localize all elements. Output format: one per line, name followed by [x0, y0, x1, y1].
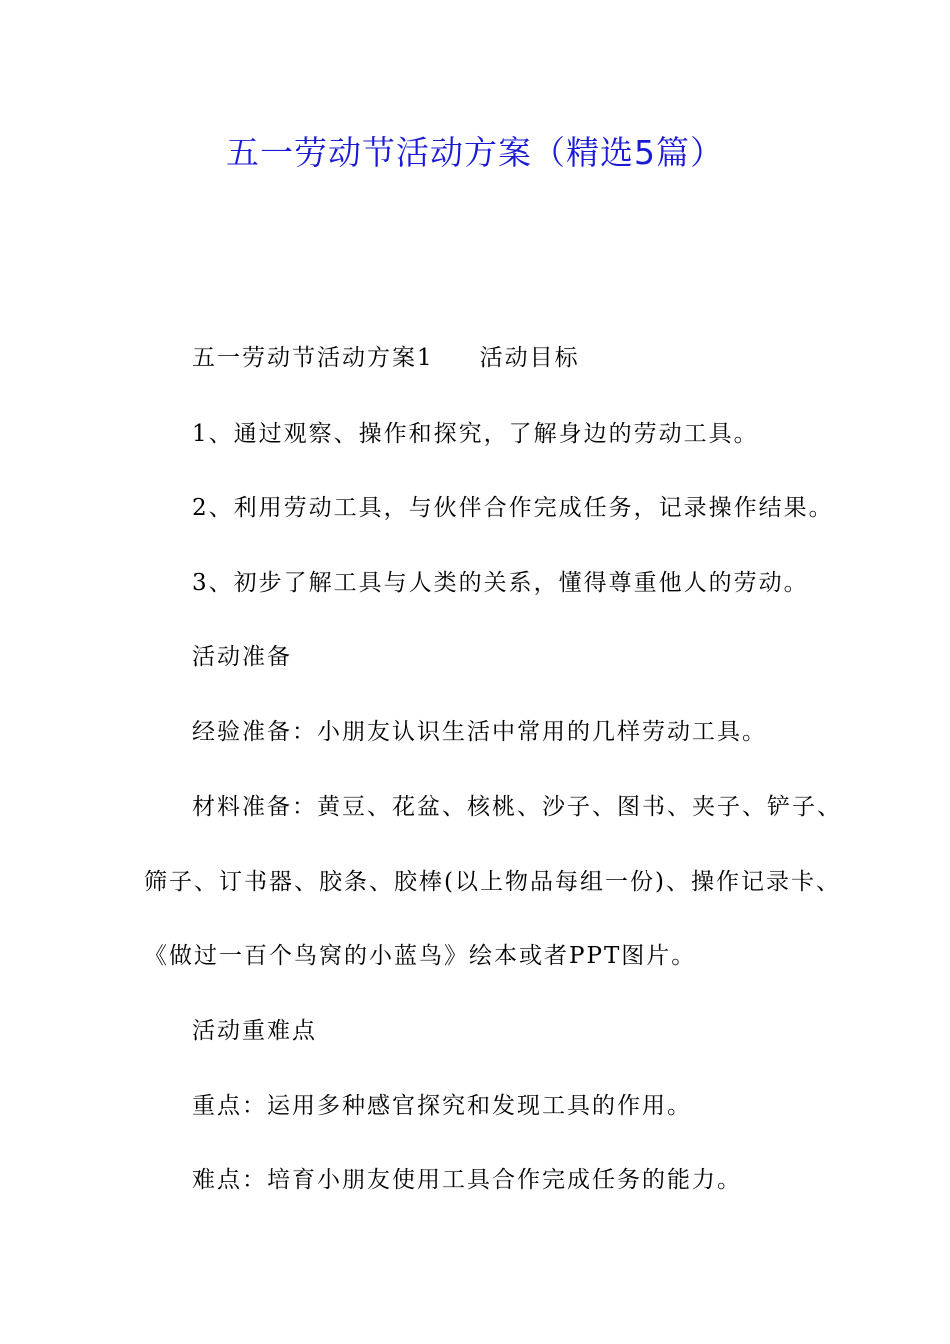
section-heading-line: [192, 340, 892, 376]
materials-preparation-line-3: 《做过一百个鸟窝的小蓝鸟》绘本或者PPT图片。: [144, 943, 697, 969]
section-heading: 五一劳动节活动方案1: [192, 345, 434, 371]
goal-item-2: 2、利用劳动工具，与伙伴合作完成任务，记录操作结果。: [192, 495, 834, 521]
key-points-heading: 活动重难点: [192, 1018, 317, 1044]
difficult-point: 难点：培育小朋友使用工具合作完成任务的能力。: [192, 1167, 742, 1193]
goal-item-3: 3、初步了解工具与人类的关系，懂得尊重他人的劳动。: [192, 570, 809, 596]
document-title: 五一劳动节活动方案（精选5篇）: [226, 133, 724, 172]
goal-item-1: 1、通过观察、操作和探究，了解身边的劳动工具。: [192, 421, 759, 447]
key-point: 重点：运用多种感官探究和发现工具的作用。: [192, 1093, 692, 1119]
experience-preparation: 经验准备：小朋友认识生活中常用的几样劳动工具。: [192, 719, 767, 745]
materials-preparation-line-2: 筛子、订书器、胶条、胶棒(以上物品每组一份)、操作记录卡、: [144, 869, 841, 895]
materials-preparation-line-1: 材料准备：黄豆、花盆、核桃、沙子、图书、夹子、铲子、: [192, 794, 842, 820]
preparation-heading: 活动准备: [192, 644, 292, 670]
section-subheading: 活动目标: [479, 345, 580, 371]
